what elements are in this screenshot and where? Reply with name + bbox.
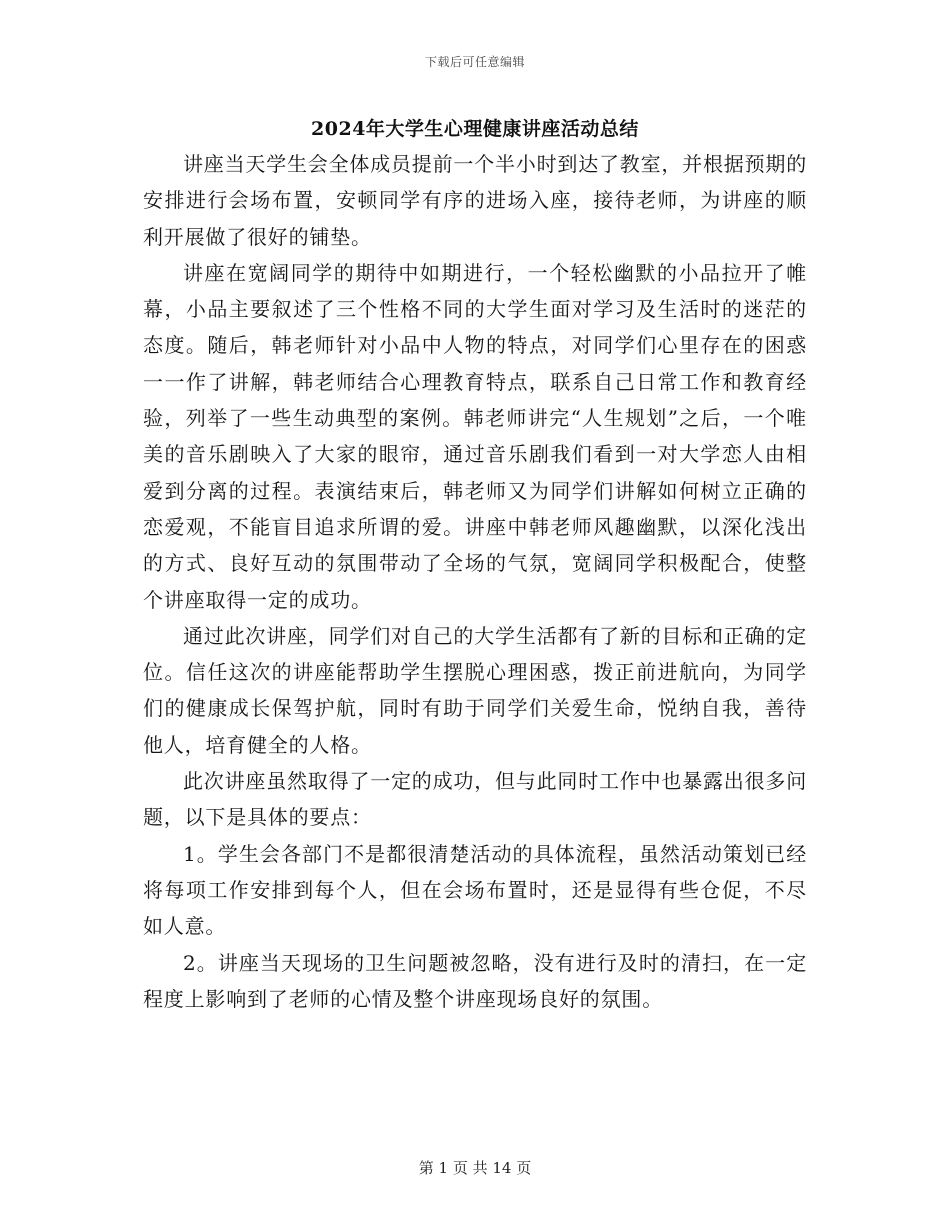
paragraph: 此次讲座虽然取得了一定的成功，但与此同时工作中也暴露出很多问题，以下是具体的要点：: [143, 769, 807, 830]
paragraph: 讲座当天学生会全体成员提前一个半小时到达了教室，并根据预期的安排进行会场布置，安顿同学有序的进场入座，接待老师，为讲座的顺利开展做了很好的铺垫。: [143, 152, 807, 249]
page-number: 第 1 页 共 14 页: [418, 1159, 532, 1177]
paragraph: 通过此次讲座，同学们对自己的大学生活都有了新的目标和正确的定位。信任这次的讲座能帮助学生摆脱心理困惑，拨正前进航向，为同学们的健康成长保驾护航，同时有助于同学们关爱生命，悦纳自我，善待他人，培育健全的人格。: [143, 623, 807, 757]
list-item: 2。讲座当天现场的卫生问题被忽略，没有进行及时的清扫，在一定程度上影响到了老师的心情及整个讲座现场良好的氛围。: [143, 950, 807, 1011]
header-note: 下载后可任意编辑: [424, 55, 525, 69]
document-title: 2024年大学生心理健康讲座活动总结: [311, 118, 639, 140]
document-body: [143, 146, 807, 1017]
list-item: 1。学生会各部门不是都很清楚活动的具体流程，虽然活动策划已经将每项工作安排到每个人，但在会场布置时，还是显得有些仓促，不尽如人意。: [143, 841, 807, 939]
paragraph: 讲座在宽阔同学的期待中如期进行，一个轻松幽默的小品拉开了帷幕，小品主要叙述了三个性格不同的大学生面对学习及生活时的迷茫的态度。随后，韩老师针对小品中人物的特点，对同学们心里存在的困惑一一作了讲解，韩老师结合心理教育特点，联系自己日常工作和教育经验，列举了一些生动典型的案例。韩老师讲完“人生规划”之后，一个唯美的音乐剧映入了大家的眼帘，通过音乐剧我们看到一对大学恋人由相爱到分离的过程。表演结束后，韩老师又为同学们讲解如何树立正确的恋爱观，不能盲目追求所谓的爱。讲座中韩老师风趣幽默，以深化浅出的方式、良好互动的氛围带动了全场的气氛，宽阔同学积极配合，使整个讲座取得一定的成功。: [143, 260, 807, 612]
